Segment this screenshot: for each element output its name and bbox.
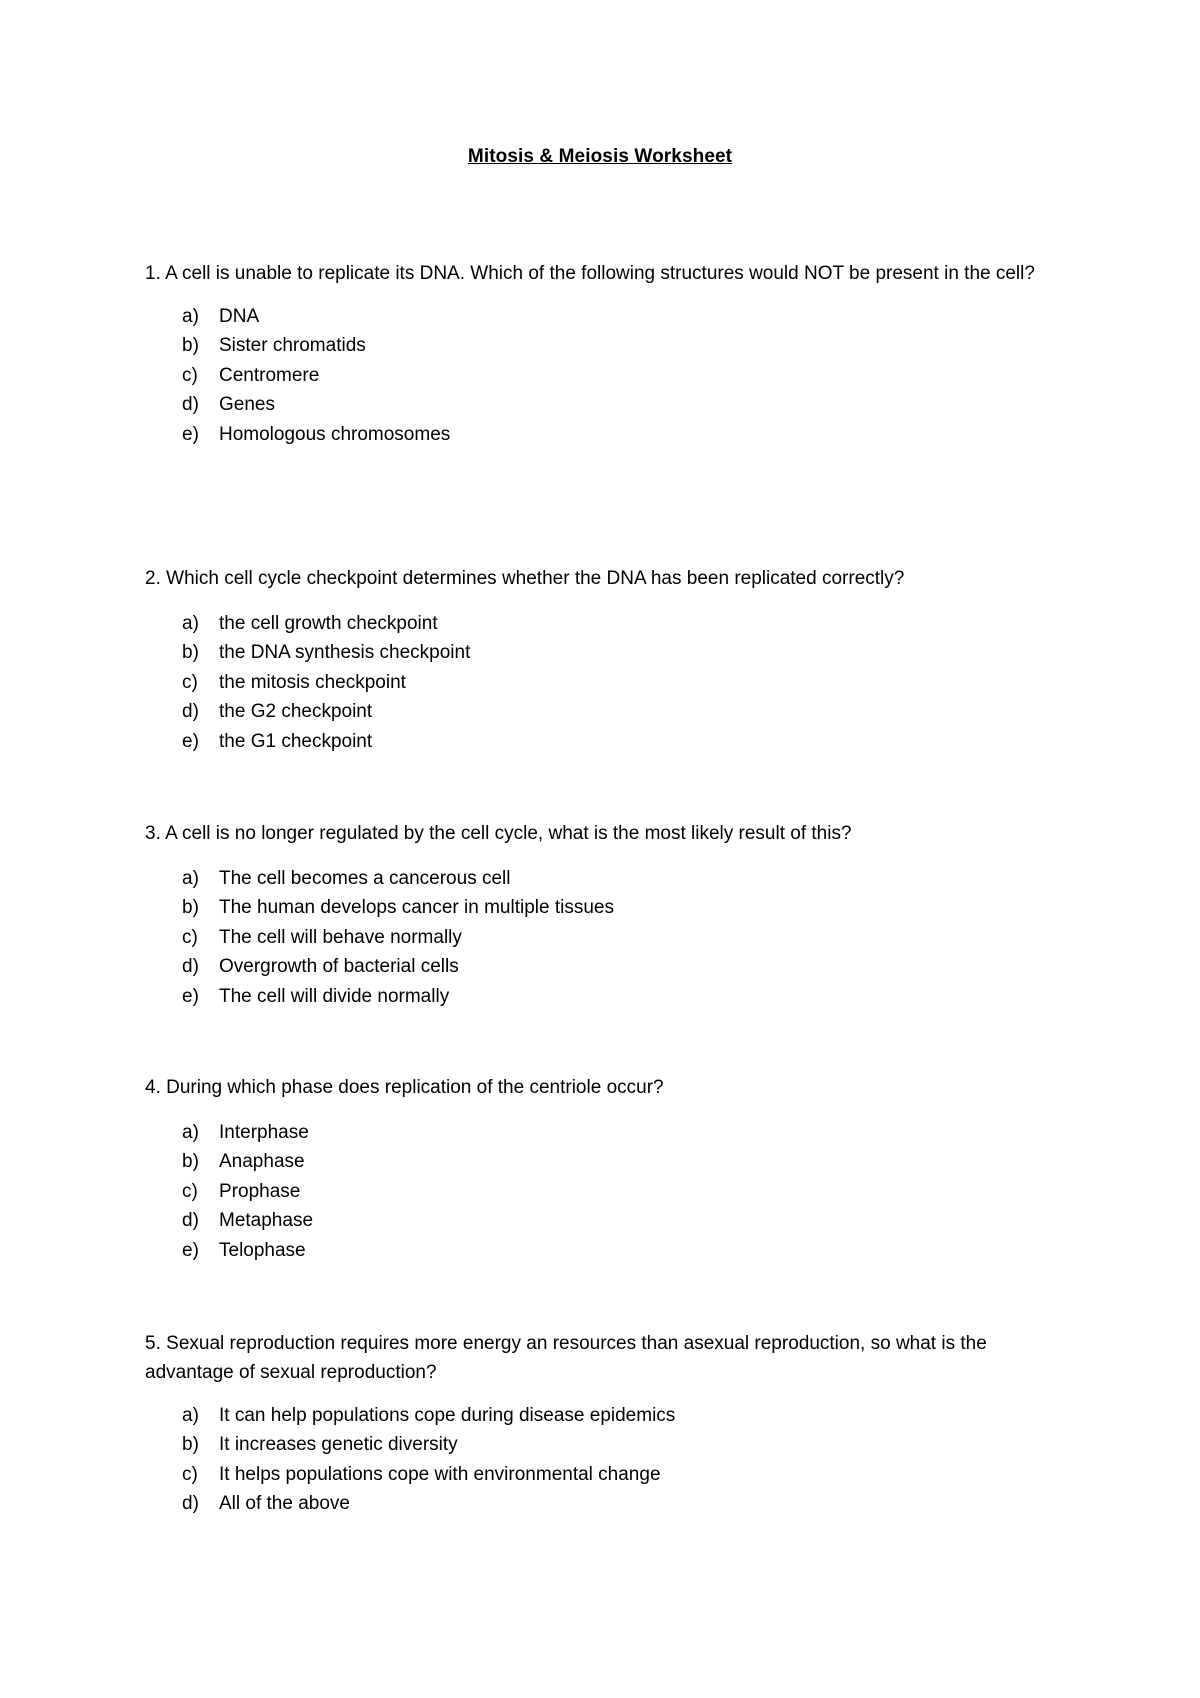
answer-option <box>145 668 1075 697</box>
option-text: Overgrowth of bacterial cells <box>219 956 459 978</box>
answer-option <box>145 1147 1075 1176</box>
question-2 <box>145 564 1075 756</box>
option-letter: a) <box>182 613 199 634</box>
option-text: Interphase <box>219 1122 309 1143</box>
option-letter: c) <box>182 1463 198 1485</box>
answer-options <box>145 864 1075 1011</box>
answer-option <box>145 727 1075 756</box>
option-letter: c) <box>182 1180 198 1202</box>
option-text: The cell will behave normally <box>219 926 462 948</box>
answer-option <box>145 420 1075 449</box>
question-number: 3. <box>145 823 161 844</box>
option-letter: b) <box>182 335 199 357</box>
option-text: Metaphase <box>219 1210 314 1232</box>
answer-option <box>145 923 1075 952</box>
option-letter: c) <box>182 926 198 948</box>
option-letter: c) <box>182 671 198 693</box>
answer-option <box>145 390 1075 419</box>
question-number: 2. <box>145 568 161 589</box>
answer-options <box>145 302 1075 449</box>
option-text: It helps populations cope with environmental change <box>219 1463 661 1485</box>
option-letter: b) <box>182 897 199 919</box>
option-text: Prophase <box>219 1180 301 1202</box>
option-letter: e) <box>182 423 199 445</box>
question-4 <box>145 1073 1075 1265</box>
answer-option <box>145 1177 1075 1206</box>
option-letter: c) <box>182 364 198 386</box>
question-5 <box>145 1329 1075 1519</box>
question-1 <box>145 259 1075 449</box>
question-text <box>145 1073 1075 1102</box>
answer-option <box>145 864 1075 893</box>
option-text: the DNA synthesis checkpoint <box>219 642 471 664</box>
option-text: Telophase <box>219 1239 306 1261</box>
option-letter: a) <box>182 306 199 327</box>
question-number: 1. <box>145 263 161 284</box>
answer-option <box>145 1430 1075 1459</box>
option-letter: d) <box>182 956 199 978</box>
answer-option <box>145 302 1075 331</box>
option-text: It can help populations cope during disease epidemics <box>219 1405 676 1426</box>
answer-option <box>145 609 1075 638</box>
answer-option <box>145 361 1075 390</box>
option-letter: b) <box>182 642 199 664</box>
option-text: the G1 checkpoint <box>219 730 373 752</box>
option-letter: e) <box>182 1239 199 1261</box>
question-text <box>145 1329 1075 1387</box>
question-text <box>145 819 1075 848</box>
option-text: The human develops cancer in multiple tissues <box>219 897 614 919</box>
question-3 <box>145 819 1075 1011</box>
answer-option <box>145 1118 1075 1147</box>
answer-options <box>145 1118 1075 1265</box>
option-letter: b) <box>182 1151 199 1173</box>
option-text: the G2 checkpoint <box>219 701 373 723</box>
answer-option <box>145 331 1075 360</box>
option-text: the mitosis checkpoint <box>219 671 406 693</box>
option-letter: d) <box>182 1210 199 1232</box>
option-letter: d) <box>182 394 199 416</box>
option-text: All of the above <box>219 1493 350 1515</box>
option-text: The cell becomes a cancerous cell <box>219 868 511 889</box>
question-text <box>145 564 1075 593</box>
option-letter: d) <box>182 1493 199 1515</box>
option-text: The cell will divide normally <box>219 985 450 1007</box>
option-letter: d) <box>182 701 199 723</box>
answer-option <box>145 952 1075 981</box>
option-text: Homologous chromosomes <box>219 423 451 445</box>
question-number: 4. <box>145 1077 161 1098</box>
option-text: Sister chromatids <box>219 335 366 357</box>
answer-options <box>145 1401 1075 1519</box>
option-letter: a) <box>182 1405 199 1426</box>
answer-option <box>145 1236 1075 1265</box>
option-text: the cell growth checkpoint <box>219 613 438 634</box>
question-text <box>145 259 1075 288</box>
answer-option <box>145 1206 1075 1235</box>
answer-option <box>145 638 1075 667</box>
answer-option <box>145 893 1075 922</box>
answer-option <box>145 1489 1075 1518</box>
answer-option <box>145 697 1075 726</box>
question-prompt: During which phase does replication of the centriole occur? <box>166 1077 664 1098</box>
option-text: Genes <box>219 394 275 416</box>
option-text: It increases genetic diversity <box>219 1434 458 1456</box>
option-text: DNA <box>219 306 260 327</box>
answer-options <box>145 609 1075 756</box>
option-letter: b) <box>182 1434 199 1456</box>
option-letter: a) <box>182 868 199 889</box>
question-prompt: A cell is unable to replicate its DNA. Which of the following structures would NOT be present in the cell? <box>165 263 1035 284</box>
option-text: Anaphase <box>219 1151 305 1173</box>
answer-option <box>145 1460 1075 1489</box>
question-prompt: Sexual reproduction requires more energy an resources than asexual reproduction, so what is the advantage of sexual reproduction? <box>145 1333 987 1383</box>
option-text: Centromere <box>219 364 320 386</box>
answer-option <box>145 1401 1075 1430</box>
worksheet-title: Mitosis & Meiosis Worksheet <box>467 146 733 167</box>
question-number: 5. <box>145 1333 161 1354</box>
option-letter: e) <box>182 730 199 752</box>
answer-option <box>145 982 1075 1011</box>
option-letter: a) <box>182 1122 199 1143</box>
question-prompt: A cell is no longer regulated by the cell cycle, what is the most likely result of this? <box>165 823 852 844</box>
question-prompt: Which cell cycle checkpoint determines whether the DNA has been replicated correctly? <box>166 568 905 589</box>
option-letter: e) <box>182 985 199 1007</box>
